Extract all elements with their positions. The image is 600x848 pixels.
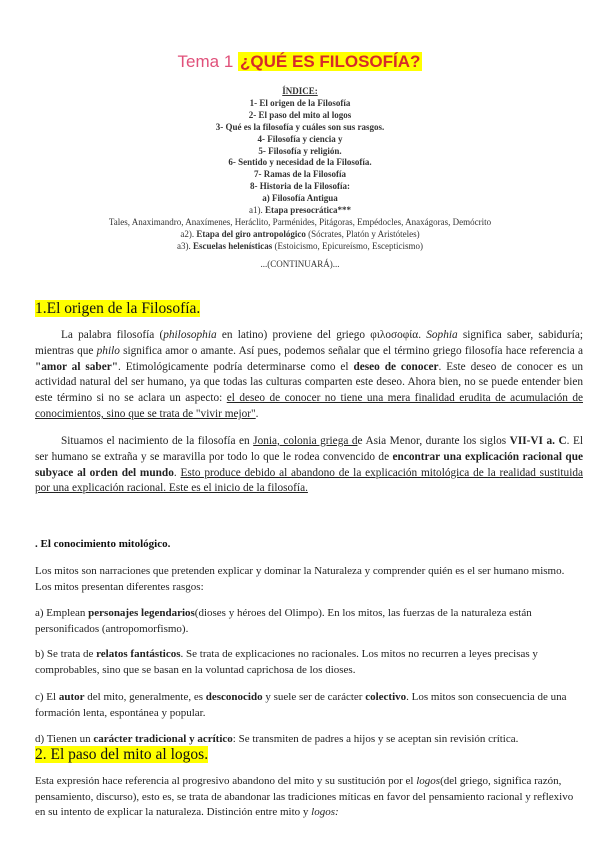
title-tema: Tema 1 [177,52,234,71]
myths-intro: Los mitos son narraciones que pretenden explicar y dominar la Naturaleza y comprender quién es el ser humano mismo. Los mitos presentan diferentes rasgos: [35,565,565,593]
section-2-paragraph-1: Esta expresión hace referencia al progresivo abandono del mito y su sustitución por el logos(del griego, significa razón, pensamiento, discurso), esto es, se trata de abandonar las tradiciones míticas en favor del pensamiento racional y reflexivo en su intento de explicar la naturaleza. Distinción entre mito y logos: [35,775,574,818]
myth-trait-c: c) El autor del mito, generalmente, es desconocido y suele ser de carácter colectivo. Los mitos son consecuencia de una formación lenta, espontánea y popular. [35,691,567,719]
index-sub-label: a2). [180,228,195,239]
table-of-contents [0,86,600,271]
index-item: 3- Qué es la filosofía y cuáles son sus rasgos. [215,121,385,132]
myth-trait-d: d) Tienen un carácter tradicional y acrítico: Se transmiten de padres a hijos y se aceptan sin revisión crítica. [35,733,519,745]
index-sub-a1 [0,205,600,217]
index-sub-names: (Estoicismo, Epicureísmo, Escepticismo) [274,240,423,251]
index-item: 1- El origen de la Filosofía [249,97,351,108]
section-2-heading: 2. El paso del mito al logos. [35,746,209,763]
index-item: 5- Filosofía y religión. [258,145,342,156]
document-title [0,52,600,72]
index-item: 8- Historia de la Filosofía: [250,181,350,192]
index-sub-names: (Sócrates, Platón y Aristóteles) [308,228,420,239]
index-sub-title: Etapa del giro antropológico [196,228,306,239]
index-sub-a1-names: Tales, Anaximandro, Anaxímenes, Heráclito, Parménides, Pitágoras, Empédocles, Anaxágoras, Demócrito [108,216,492,227]
myth-trait-b: b) Se trata de relatos fantásticos. Se trata de explicaciones no racionales. Los mitos no recurren a leyes precisas y comprobables, sino que se basan en la voluntad caprichosa de los dioses. [35,648,538,676]
section-1-paragraph-1: La palabra filosofía (philosophia en latino) proviene del griego φιλοσοφία. Sophia significa saber, sabiduría; mientras que philo significa amor o amante. Así pues, podemos señalar que el término griego filosofía hace referencia a "amor al saber". Etimológicamente podría determinarse como el deseo de conocer. Este deseo de conocer es un actividad natural del ser humano, ya que todas las culturas comparten este deseo. Ahora bien, no se puede entender bien este término si no se aclara un aspecto: el deseo de conocer no tiene una mera finalidad erudita de acumulación de conocimientos, sino que se trata de "vivir mejor". [35,329,584,420]
section-1-heading: 1.El origen de la Filosofía. [35,300,201,317]
index-sub-label: a1). [248,205,263,216]
subheading-mythological-knowledge: . El conocimiento mitológico. [35,538,171,550]
index-sub-title: Etapa presocrática*** [264,205,352,216]
index-sub-a2 [0,229,600,241]
index-continue: ...(CONTINUARÁ)... [260,258,340,269]
index-sub-a3 [0,241,600,253]
index-item: a) Filosofía Antigua [262,193,338,204]
index-sub-label: a3). [177,240,191,251]
title-main: ¿QUÉ ES FILOSOFÍA? [240,52,421,71]
myth-trait-a: a) Emplean personajes legendarios(dioses y héroes del Olimpo). En los mitos, las fuerzas de la naturaleza están personificados (antropomorfismo). [35,607,532,635]
index-item: 7- Ramas de la Filosofía [254,169,346,180]
index-item: 2- El paso del mito al logos [248,109,352,120]
index-item: 4- Filosofía y ciencia y [257,133,343,144]
index-heading: ÍNDICE: [282,86,318,96]
index-sub-title: Escuelas helenísticas [193,240,273,251]
section-1-paragraph-2: Situamos el nacimiento de la filosofía en Jonia, colonia griega de Asia Menor, durante los siglos VII-VI a. C. El ser humano se extraña y se maravilla por todo lo que le rodea convencido de encontrar una explicación racional que subyace al orden del mundo. Esto produce debido al abandono de la explicación mitológica de la realidad sustituida por una explicación racional. Este es el inicio de la filosofía. [35,435,583,495]
index-item: 6- Sentido y necesidad de la Filosofía. [228,157,372,168]
